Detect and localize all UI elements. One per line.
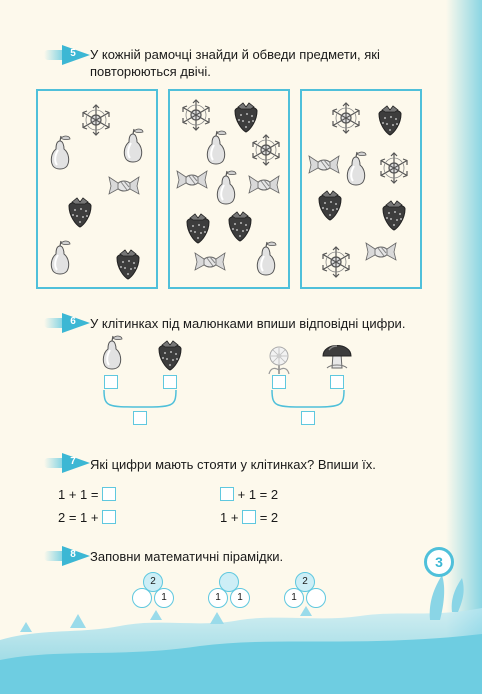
mushroom-icon: [323, 346, 351, 369]
pear-icon: [51, 136, 70, 169]
equation-right-2-text-a: 1 +: [220, 510, 239, 525]
answer-box-dandelions[interactable]: [272, 375, 286, 389]
pyramid-2-right[interactable]: 1: [230, 588, 250, 608]
strawberry-icon: [187, 214, 209, 243]
pear-icon: [257, 242, 276, 275]
pyramid-1-left[interactable]: [132, 588, 152, 608]
task-6-number: 6: [70, 316, 76, 327]
equation-left-1-text: 1 + 1 =: [58, 487, 99, 502]
task-5-number: 5: [70, 48, 76, 59]
pear-icon: [51, 241, 70, 274]
strawberry-icon: [69, 198, 91, 227]
pyramid-3-left[interactable]: 1: [284, 588, 304, 608]
pear-icon: [124, 129, 143, 162]
candy-icon: [249, 176, 279, 193]
equation-left-2-box[interactable]: [102, 510, 116, 524]
candy-icon: [109, 177, 139, 194]
task-8-arrow: [44, 546, 94, 566]
equation-right-2-box[interactable]: [242, 510, 256, 524]
pyramid-1-right[interactable]: 1: [154, 588, 174, 608]
pyramid-1: [132, 572, 178, 610]
candy-icon: [177, 171, 207, 188]
dandelion-icon: [269, 347, 289, 374]
task-6-arrow: [44, 313, 94, 333]
answer-box-strawberries[interactable]: [163, 375, 177, 389]
snowflake-icon: [381, 153, 407, 183]
answer-box-pears[interactable]: [104, 375, 118, 389]
equation-left-2: [58, 510, 116, 526]
pear-icon: [207, 131, 226, 164]
page-number: 3: [424, 547, 454, 577]
equation-right-1-box[interactable]: [220, 487, 234, 501]
equation-right-1: [220, 487, 278, 503]
answer-box-sum-right[interactable]: [301, 411, 315, 425]
equation-right-1-text: + 1 = 2: [237, 487, 279, 502]
equation-right-2: [220, 510, 278, 526]
equation-left-2-text: 2 = 1 +: [58, 510, 99, 525]
equation-right-2-text-b: = 2: [259, 510, 279, 525]
candy-icon: [195, 253, 225, 270]
snowflake-icon: [253, 135, 279, 165]
pyramid-1-top[interactable]: 2: [143, 572, 163, 592]
task-7-number: 7: [70, 456, 76, 467]
candy-icon: [366, 243, 396, 260]
snowflake-icon: [333, 103, 359, 133]
pyramid-3: [284, 572, 330, 610]
pyramid-3-right[interactable]: [306, 588, 326, 608]
pear-icon: [103, 336, 122, 369]
strawberry-icon: [159, 341, 181, 370]
strawberry-icon: [319, 191, 341, 220]
pear-icon: [217, 171, 236, 204]
pyramid-2: [208, 572, 254, 610]
task-7-text: Які цифри мають стояти у клітинках? Впиши їх.: [90, 457, 376, 472]
answer-box-sum-left[interactable]: [133, 411, 147, 425]
snowflake-icon: [83, 105, 109, 135]
task-8-text: Заповни математичні пірамідки.: [90, 549, 284, 564]
strawberry-icon: [379, 106, 401, 135]
snowflake-icon: [323, 247, 349, 277]
answer-box-mushrooms[interactable]: [330, 375, 344, 389]
strawberry-icon: [229, 212, 251, 241]
snowflake-icon: [183, 100, 209, 130]
task-5-text: У кожній рамочці знайди й обведи предмети, які повторюються двічі.: [90, 47, 380, 79]
task-6-text: У клітинках під малюнками впиши відповідні цифри.: [90, 316, 406, 331]
strawberry-icon: [117, 250, 139, 279]
strawberry-icon: [383, 201, 405, 230]
candy-icon: [309, 156, 339, 173]
task-8-number: 8: [70, 549, 76, 560]
pear-icon: [347, 152, 366, 185]
pyramid-3-top[interactable]: 2: [295, 572, 315, 592]
strawberry-icon: [235, 103, 257, 132]
task-7-arrow: [44, 453, 94, 473]
pyramid-2-left[interactable]: 1: [208, 588, 228, 608]
equation-left-1: [58, 487, 116, 503]
equation-left-1-box[interactable]: [102, 487, 116, 501]
